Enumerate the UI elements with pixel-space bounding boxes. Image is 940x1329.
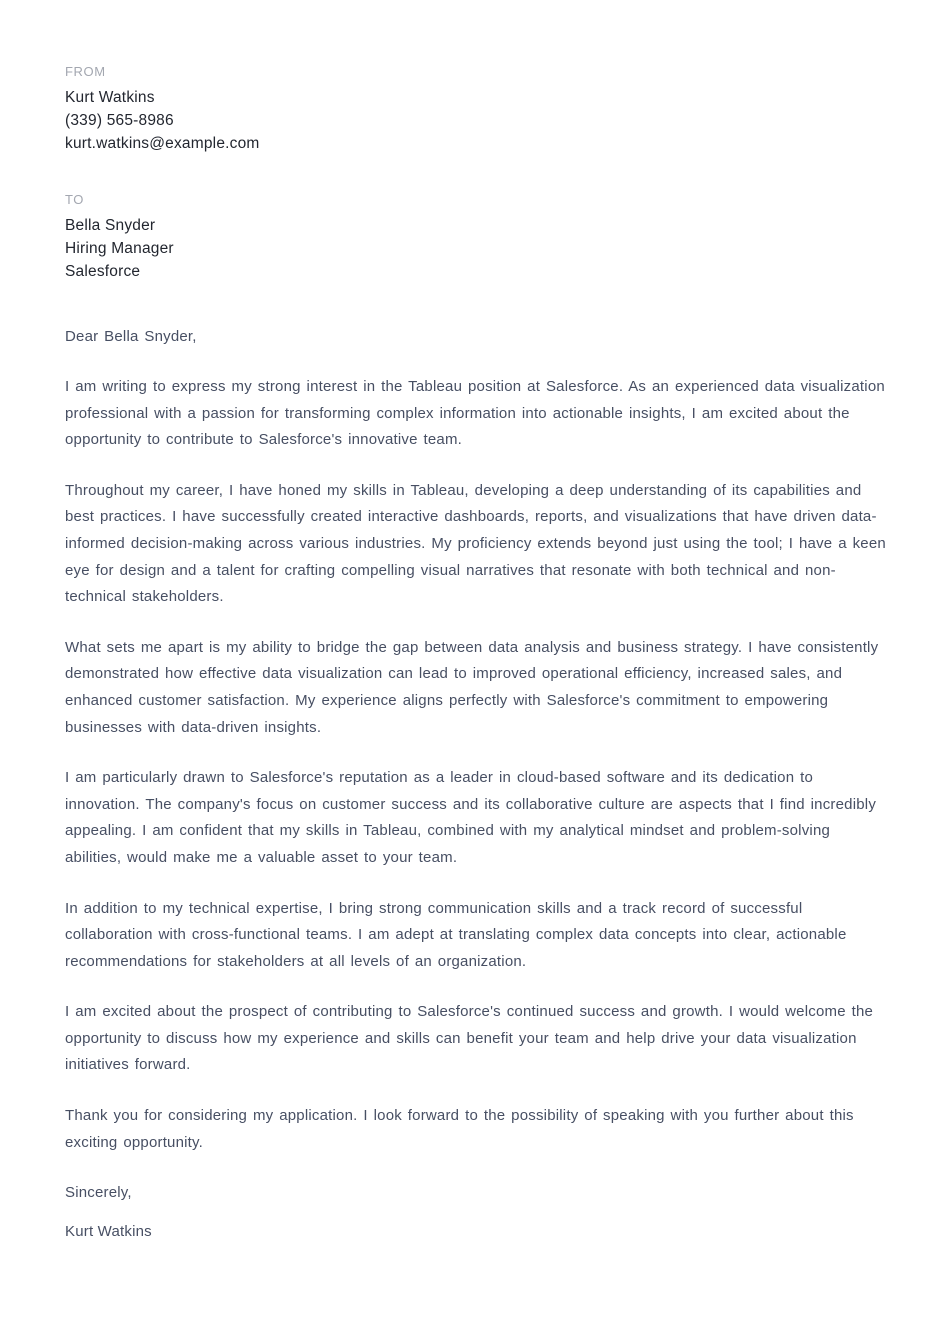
recipient-title: Hiring Manager [65,240,174,257]
sender-block [65,64,890,155]
sender-email: kurt.watkins@example.com [65,135,260,152]
paragraph-thanks: Thank you for considering my application. I look forward to the possibility of speaking with you further about this exciting opportunity. [65,1107,854,1151]
closing: Sincerely, [65,1184,132,1202]
paragraph-communication: In addition to my technical expertise, I bring strong communication skills and a track record of successful collaboration with cross-functional teams. I am adept at translating complex data concepts into clear, actionable recommendations for stakeholders at all levels of an organization. [65,899,847,970]
paragraph-enthusiasm: I am excited about the prospect of contributing to Salesforce's continued success and growth. I would welcome the opportunity to discuss how my experience and skills can benefit your team and help drive your data visualization initiatives forward. [65,1003,874,1074]
paragraph-skills: Throughout my career, I have honed my skills in Tableau, developing a deep understanding of its capabilities and best practices. I have successfully created interactive dashboards, reports, and visualizations that have driven data-informed decision-making across various industries. My proficiency extends beyond just using the tool; I have a keen eye for design and a talent for crafting compelling visual narratives that resonate with both technical and non-technical stakeholders. [65,481,886,606]
from-label: FROM [65,64,106,79]
to-label: TO [65,192,85,207]
recipient-block [65,192,890,283]
sender-phone: (339) 565-8986 [65,112,174,129]
signature: Kurt Watkins [65,1222,152,1240]
paragraph-intro: I am writing to express my strong interest in the Tableau position at Salesforce. As an experienced data visualization professional with a passion for transforming complex information into actionable insights, I am excited about the opportunity to contribute to Salesforce's innovative team. [65,378,885,449]
recipient-company: Salesforce [65,263,141,280]
sender-name: Kurt Watkins [65,89,155,106]
greeting: Dear Bella Snyder, [65,328,197,345]
paragraph-company-fit: I am particularly drawn to Salesforce's reputation as a leader in cloud-based software and its dedication to innovation. The company's focus on customer success and its collaborative culture are aspects that I find incredibly appealing. I am confident that my skills in Tableau, combined with my analytical mindset and problem-solving abilities, would make me a valuable asset to your team. [65,769,877,866]
paragraph-differentiator: What sets me apart is my ability to bridge the gap between data analysis and business strategy. I have consistently demonstrated how effective data visualization can lead to improved operational efficiency, increased sales, and enhanced customer satisfaction. My experience aligns perfectly with Salesforce's commitment to empowering businesses with data-driven insights. [65,638,879,736]
recipient-name: Bella Snyder [65,217,156,234]
